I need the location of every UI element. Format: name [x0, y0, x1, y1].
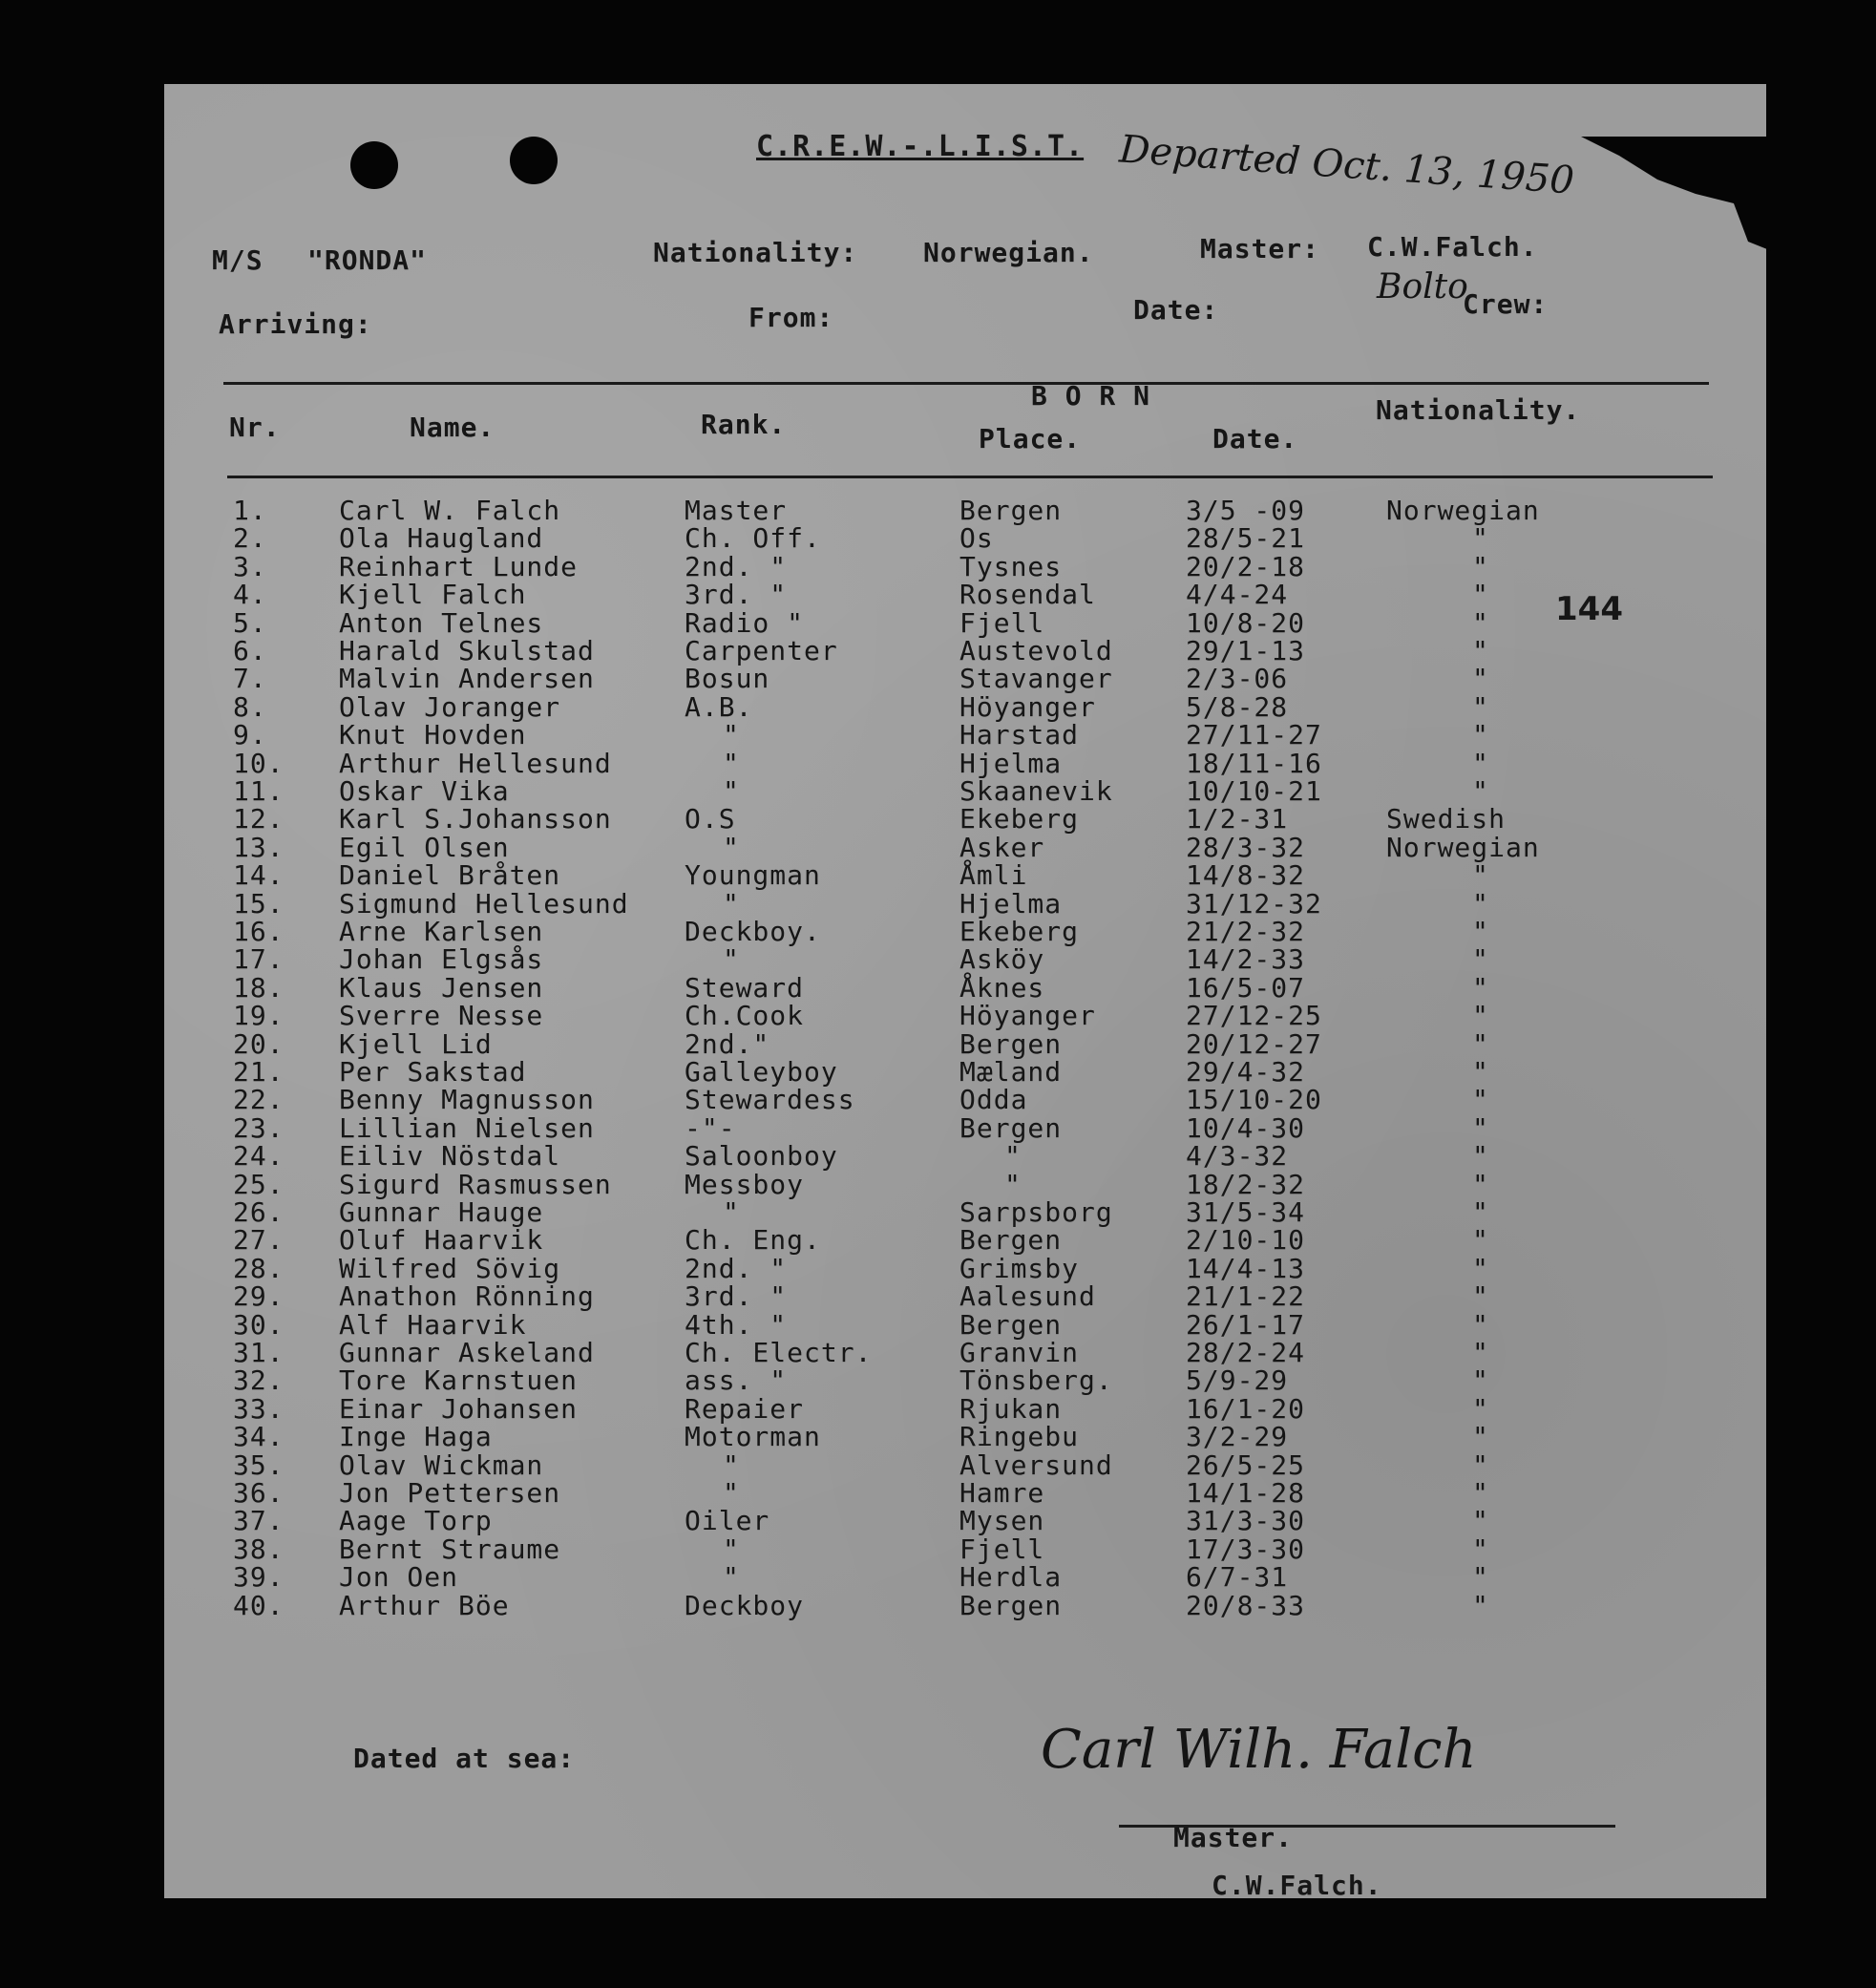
crew-rank: -"-	[685, 1111, 736, 1144]
crew-birth-date: 18/2-32	[1186, 1168, 1306, 1200]
crew-nationality: "	[1472, 579, 1489, 611]
dated-at-sea-label: Dated at sea:	[353, 1743, 576, 1774]
crew-name: Daniel Bråten	[339, 859, 561, 892]
crew-nr: 24.	[233, 1140, 285, 1173]
crew-birth-date: 10/8-20	[1186, 606, 1306, 639]
crew-birth-date: 1/2-31	[1186, 803, 1289, 835]
crew-nationality: "	[1472, 1364, 1489, 1397]
crew-name: Olav Joranger	[339, 690, 561, 723]
crew-nationality: "	[1472, 635, 1489, 666]
crew-rank: Carpenter	[685, 635, 838, 666]
crew-rank: "	[723, 1196, 740, 1228]
crew-birth-place: Bergen	[959, 1111, 1063, 1144]
crew-birth-place: Bergen	[959, 1308, 1063, 1341]
crew-birth-place: Skaanevik	[959, 775, 1113, 807]
crew-rank: "	[723, 747, 740, 779]
crew-nationality: "	[1472, 775, 1489, 807]
crew-nationality: "	[1472, 1084, 1489, 1116]
crew-birth-date: 26/5-25	[1186, 1449, 1306, 1481]
crew-name: Wilfred Sövig	[339, 1252, 561, 1284]
crew-nationality: "	[1472, 1533, 1489, 1565]
crew-birth-date: 28/2-24	[1186, 1337, 1306, 1368]
crew-rank: Motorman	[685, 1421, 821, 1453]
crew-birth-place: Os	[959, 522, 994, 555]
crew-birth-place: Höyanger	[959, 1000, 1096, 1032]
crew-nationality: "	[1472, 1000, 1489, 1032]
crew-nr: 17.	[233, 943, 285, 976]
crew-name: Carl W. Falch	[339, 495, 561, 526]
crew-name: Gunnar Hauge	[339, 1196, 544, 1228]
crew-birth-date: 6/7-31	[1186, 1561, 1289, 1594]
crew-name: Einar Johansen	[339, 1392, 579, 1425]
crew-nr: 39.	[233, 1561, 285, 1594]
crew-nationality: "	[1472, 971, 1489, 1004]
crew-rank: Bosun	[685, 663, 770, 695]
crew-name: Jon Oen	[339, 1561, 459, 1594]
crew-birth-place: Bergen	[959, 1027, 1063, 1060]
crew-nationality: "	[1472, 859, 1489, 892]
crew-birth-date: 2/3-06	[1186, 663, 1289, 695]
handwritten-departure-note: Departed Oct. 13, 1950	[1117, 127, 1576, 203]
crew-name: Per Sakstad	[339, 1056, 527, 1088]
crew-nr: 18.	[233, 971, 285, 1004]
crew-nationality: "	[1472, 1308, 1489, 1341]
crew-birth-date: 21/2-32	[1186, 916, 1306, 947]
crew-name: Anathon Rönning	[339, 1280, 595, 1313]
crew-rank: "	[723, 719, 740, 751]
crew-birth-place: Rosendal	[959, 579, 1096, 611]
crew-rank: 4th. "	[685, 1308, 788, 1341]
crew-name: Inge Haga	[339, 1421, 493, 1453]
crew-rank: "	[723, 831, 740, 863]
crew-nr: 32.	[233, 1364, 285, 1397]
crew-nationality: Swedish	[1386, 803, 1507, 835]
vessel-label: M/S	[212, 244, 263, 276]
crew-birth-date: 17/3-30	[1186, 1533, 1306, 1565]
crew-birth-date: 14/1-28	[1186, 1477, 1306, 1509]
crew-birth-place: Ringebu	[959, 1421, 1080, 1453]
crew-birth-place: Ekeberg	[959, 916, 1080, 947]
crew-birth-date: 14/8-32	[1186, 859, 1306, 892]
crew-name: Ola Haugland	[339, 522, 544, 555]
crew-name: Gunnar Askeland	[339, 1337, 595, 1368]
crew-nationality: "	[1472, 1477, 1489, 1509]
crew-nr: 3.	[233, 550, 267, 582]
crew-rank: Youngman	[685, 859, 821, 892]
crew-birth-place: Granvin	[959, 1337, 1080, 1368]
crew-name: Oluf Haarvik	[339, 1224, 544, 1257]
crew-nationality: "	[1472, 1589, 1489, 1621]
crew-rank: 3rd. "	[685, 1280, 788, 1313]
crew-name: Sigurd Rasmussen	[339, 1168, 612, 1200]
crew-birth-date: 31/5-34	[1186, 1196, 1306, 1228]
crew-nr: 40.	[233, 1589, 285, 1621]
crew-birth-place: Höyanger	[959, 690, 1096, 723]
crew-rank: 2nd."	[685, 1027, 770, 1060]
crew-nr: 5.	[233, 606, 267, 639]
crew-birth-place: "	[1004, 1168, 1022, 1200]
crew-name: Johan Elgsås	[339, 943, 544, 976]
crew-birth-place: Tönsberg.	[959, 1364, 1113, 1397]
col-header-name: Name.	[410, 412, 495, 443]
crew-nr: 27.	[233, 1224, 285, 1257]
crew-birth-place: Hamre	[959, 1477, 1045, 1509]
crew-rank: 3rd. "	[685, 579, 788, 611]
crew-birth-date: 10/4-30	[1186, 1111, 1306, 1144]
crew-nationality: "	[1472, 1224, 1489, 1257]
crew-nr: 2.	[233, 522, 267, 555]
crew-rank: "	[723, 943, 740, 976]
crew-nr: 28.	[233, 1252, 285, 1284]
crew-name: Arthur Böe	[339, 1589, 510, 1621]
master-caption: Master.	[1173, 1822, 1294, 1853]
crew-nr: 38.	[233, 1533, 285, 1565]
crew-birth-place: Grimsby	[959, 1252, 1080, 1284]
crew-nr: 9.	[233, 719, 267, 751]
crew-nr: 19.	[233, 1000, 285, 1032]
crew-nationality: "	[1472, 1337, 1489, 1368]
crew-birth-place: Ekeberg	[959, 803, 1080, 835]
crew-birth-date: 16/5-07	[1186, 971, 1306, 1004]
crew-name: Alf Haarvik	[339, 1308, 527, 1341]
crew-nr: 21.	[233, 1056, 285, 1088]
crew-rank: Ch. Electr.	[685, 1337, 873, 1368]
crew-birth-place: Hjelma	[959, 887, 1063, 920]
crew-nationality: "	[1472, 1421, 1489, 1453]
crew-birth-place: Alversund	[959, 1449, 1113, 1481]
crew-nationality: "	[1472, 887, 1489, 920]
crew-birth-date: 20/12-27	[1186, 1027, 1322, 1060]
crew-birth-place: Mysen	[959, 1505, 1045, 1537]
crew-birth-date: 16/1-20	[1186, 1392, 1306, 1425]
crew-name: Sverre Nesse	[339, 1000, 544, 1032]
crew-name: Jon Pettersen	[339, 1477, 561, 1509]
crew-nationality: "	[1472, 1027, 1489, 1060]
crew-birth-place: Herdla	[959, 1561, 1063, 1594]
document-title: C.R.E.W.-.L.I.S.T.	[756, 130, 1085, 163]
crew-birth-date: 21/1-22	[1186, 1280, 1306, 1313]
crew-nationality: "	[1472, 1168, 1489, 1200]
crew-nr: 25.	[233, 1168, 285, 1200]
archive-stamp-number: 144	[1555, 590, 1623, 628]
handwritten-crew-note: Bolto	[1377, 267, 1468, 307]
crew-birth-date: 10/10-21	[1186, 775, 1322, 807]
crew-birth-place: Aalesund	[959, 1280, 1096, 1313]
crew-birth-date: 5/9-29	[1186, 1364, 1289, 1397]
crew-birth-date: 29/4-32	[1186, 1056, 1306, 1088]
crew-nationality: "	[1472, 1252, 1489, 1284]
crew-name: Reinhart Lunde	[339, 550, 579, 582]
col-header-nr: Nr.	[229, 412, 281, 443]
crew-birth-place: Bergen	[959, 495, 1063, 526]
master-printed-name: C.W.Falch.	[1212, 1870, 1382, 1901]
crew-birth-date: 31/12-32	[1186, 887, 1322, 920]
crew-birth-date: 27/11-27	[1186, 719, 1322, 751]
crew-nationality: "	[1472, 943, 1489, 976]
crew-nationality: "	[1472, 1111, 1489, 1144]
crew-rank: Repaier	[685, 1392, 805, 1425]
nationality-value: Norwegian.	[923, 237, 1094, 268]
crew-name: Olav Wickman	[339, 1449, 544, 1481]
crew-nr: 35.	[233, 1449, 285, 1481]
from-label: From:	[748, 302, 834, 333]
crew-birth-place: Stavanger	[959, 663, 1113, 695]
punch-hole	[350, 141, 398, 189]
crew-nr: 11.	[233, 775, 285, 807]
crew-nr: 16.	[233, 916, 285, 947]
crew-name: Sigmund Hellesund	[339, 887, 629, 920]
crew-name: Kjell Lid	[339, 1027, 493, 1060]
table-top-rule	[223, 382, 1709, 385]
crew-birth-date: 4/4-24	[1186, 579, 1289, 611]
crew-nr: 37.	[233, 1505, 285, 1537]
crew-birth-place: Rjukan	[959, 1392, 1063, 1425]
nationality-label: Nationality:	[653, 237, 858, 268]
crew-nr: 1.	[233, 495, 267, 526]
crew-rank: "	[723, 1533, 740, 1565]
crew-rank: Oiler	[685, 1505, 770, 1537]
crew-birth-place: Fjell	[959, 1533, 1045, 1565]
crew-birth-place: Åmli	[959, 859, 1028, 892]
crew-birth-date: 2/10-10	[1186, 1224, 1306, 1257]
table-header-rule	[227, 476, 1713, 478]
crew-nationality: Norwegian	[1386, 495, 1540, 526]
crew-name: Egil Olsen	[339, 831, 510, 863]
crew-name: Lillian Nielsen	[339, 1111, 595, 1144]
crew-nationality: "	[1472, 916, 1489, 947]
crew-nationality: "	[1472, 522, 1489, 555]
crew-nationality: "	[1472, 1140, 1489, 1173]
master-signature: Carl Wilh. Falch	[1041, 1719, 1477, 1781]
crew-birth-date: 29/1-13	[1186, 635, 1306, 666]
crew-rank: Steward	[685, 971, 805, 1004]
crew-rank: Ch. Off.	[685, 522, 821, 555]
crew-nr: 10.	[233, 747, 285, 779]
crew-birth-place: Hjelma	[959, 747, 1063, 779]
crew-name: Tore Karnstuen	[339, 1364, 579, 1397]
arriving-label: Arriving:	[219, 308, 372, 340]
crew-nr: 13.	[233, 831, 285, 863]
crew-rank: Galleyboy	[685, 1056, 838, 1088]
crew-name: Klaus Jensen	[339, 971, 544, 1004]
crew-name: Arne Karlsen	[339, 916, 544, 947]
crew-birth-date: 5/8-28	[1186, 690, 1289, 723]
crew-birth-place: Bergen	[959, 1589, 1063, 1621]
crew-rank: Ch.Cook	[685, 1000, 805, 1032]
crew-nationality: "	[1472, 747, 1489, 779]
crew-birth-place: Sarpsborg	[959, 1196, 1113, 1228]
crew-birth-date: 27/12-25	[1186, 1000, 1322, 1032]
crew-name: Karl S.Johansson	[339, 803, 612, 835]
crew-rank: O.S	[685, 803, 736, 835]
crew-birth-date: 26/1-17	[1186, 1308, 1306, 1341]
crew-nr: 34.	[233, 1421, 285, 1453]
crew-nr: 29.	[233, 1280, 285, 1313]
crew-birth-place: Austevold	[959, 635, 1113, 666]
col-header-place: Place.	[979, 423, 1082, 455]
col-header-nationality: Nationality.	[1376, 394, 1581, 426]
crew-nr: 26.	[233, 1196, 285, 1228]
crew-rank: "	[723, 1477, 740, 1509]
crew-rank: Ch. Eng.	[685, 1224, 821, 1257]
crew-nr: 7.	[233, 663, 267, 695]
crew-nationality: "	[1472, 1196, 1489, 1228]
crew-birth-date: 4/3-32	[1186, 1140, 1289, 1173]
crew-birth-date: 20/8-33	[1186, 1589, 1306, 1621]
crew-nr: 14.	[233, 859, 285, 892]
crew-rank: 2nd. "	[685, 1252, 788, 1284]
crew-name: Malvin Andersen	[339, 663, 595, 695]
crew-nationality: "	[1472, 1505, 1489, 1537]
crew-birth-date: 20/2-18	[1186, 550, 1306, 582]
vessel-name: "RONDA"	[307, 244, 428, 276]
crew-nr: 4.	[233, 579, 267, 611]
crew-nr: 31.	[233, 1337, 285, 1368]
crew-nationality: "	[1472, 550, 1489, 582]
crew-rank: Master	[685, 495, 788, 526]
crew-rank: "	[723, 1449, 740, 1481]
crew-birth-place: "	[1004, 1140, 1022, 1173]
crew-birth-place: Fjell	[959, 606, 1045, 639]
crew-name: Knut Hovden	[339, 719, 527, 751]
crew-birth-place: Mæland	[959, 1056, 1063, 1088]
crew-birth-date: 28/3-32	[1186, 831, 1306, 863]
crew-birth-date: 15/10-20	[1186, 1084, 1322, 1116]
crew-name: Harald Skulstad	[339, 635, 595, 666]
crew-rank: A.B.	[685, 690, 753, 723]
crew-birth-place: Tysnes	[959, 550, 1063, 582]
crew-rank: Radio "	[685, 606, 805, 639]
crew-name: Anton Telnes	[339, 606, 544, 639]
crew-birth-date: 14/4-13	[1186, 1252, 1306, 1284]
crew-nr: 30.	[233, 1308, 285, 1341]
crew-rank: Saloonboy	[685, 1140, 838, 1173]
crew-birth-place: Odda	[959, 1084, 1028, 1116]
crew-nationality: "	[1472, 663, 1489, 695]
crew-birth-date: 3/5 -09	[1186, 495, 1306, 526]
crew-name: Benny Magnusson	[339, 1084, 595, 1116]
crew-birth-date: 28/5-21	[1186, 522, 1306, 555]
crew-name: Aage Torp	[339, 1505, 493, 1537]
crew-nr: 8.	[233, 690, 267, 723]
crew-rank: Deckboy.	[685, 916, 821, 947]
crew-birth-date: 18/11-16	[1186, 747, 1322, 779]
crew-name: Eiliv Nöstdal	[339, 1140, 561, 1173]
crew-nationality: "	[1472, 690, 1489, 723]
crew-nationality: "	[1472, 1056, 1489, 1088]
crew-nationality: Norwegian	[1386, 831, 1540, 863]
crew-nationality: "	[1472, 1392, 1489, 1425]
crew-birth-date: 31/3-30	[1186, 1505, 1306, 1537]
crew-nr: 33.	[233, 1392, 285, 1425]
col-header-born: B O R N	[1031, 380, 1151, 412]
crew-rank: "	[723, 887, 740, 920]
crew-nr: 6.	[233, 635, 267, 666]
crew-rank: Stewardess	[685, 1084, 855, 1116]
torn-corner-icon	[1581, 137, 1772, 251]
crew-label: Crew:	[1463, 288, 1549, 320]
col-header-rank: Rank.	[701, 409, 787, 440]
crew-rank: 2nd. "	[685, 550, 788, 582]
crew-nr: 12.	[233, 803, 285, 835]
crew-nr: 20.	[233, 1027, 285, 1060]
crew-birth-date: 3/2-29	[1186, 1421, 1289, 1453]
crew-nationality: "	[1472, 606, 1489, 639]
crew-nr: 15.	[233, 887, 285, 920]
crew-name: Oskar Vika	[339, 775, 510, 807]
crew-rank: "	[723, 1561, 740, 1594]
crew-birth-place: Bergen	[959, 1224, 1063, 1257]
punch-hole	[510, 137, 558, 184]
crew-nationality: "	[1472, 1449, 1489, 1481]
crew-nationality: "	[1472, 1280, 1489, 1313]
date-label: Date:	[1133, 294, 1219, 326]
crew-name: Kjell Falch	[339, 579, 527, 611]
crew-list-document	[164, 84, 1766, 1901]
crew-name: Bernt Straume	[339, 1533, 561, 1565]
master-label: Master:	[1200, 233, 1320, 264]
crew-birth-place: Åknes	[959, 971, 1045, 1004]
crew-birth-date: 14/2-33	[1186, 943, 1306, 976]
crew-nr: 36.	[233, 1477, 285, 1509]
crew-nr: 22.	[233, 1084, 285, 1116]
crew-nationality: "	[1472, 719, 1489, 751]
master-value: C.W.Falch.	[1367, 231, 1538, 263]
crew-birth-place: Asker	[959, 831, 1045, 863]
crew-name: Arthur Hellesund	[339, 747, 612, 779]
crew-rank: "	[723, 775, 740, 807]
crew-rank: Messboy	[685, 1168, 805, 1200]
crew-rank: ass. "	[685, 1364, 788, 1397]
crew-birth-place: Asköy	[959, 943, 1045, 976]
crew-nationality: "	[1472, 1561, 1489, 1594]
col-header-date: Date.	[1212, 423, 1298, 455]
crew-nr: 23.	[233, 1111, 285, 1144]
crew-rank: Deckboy	[685, 1589, 805, 1621]
crew-birth-place: Harstad	[959, 719, 1080, 751]
